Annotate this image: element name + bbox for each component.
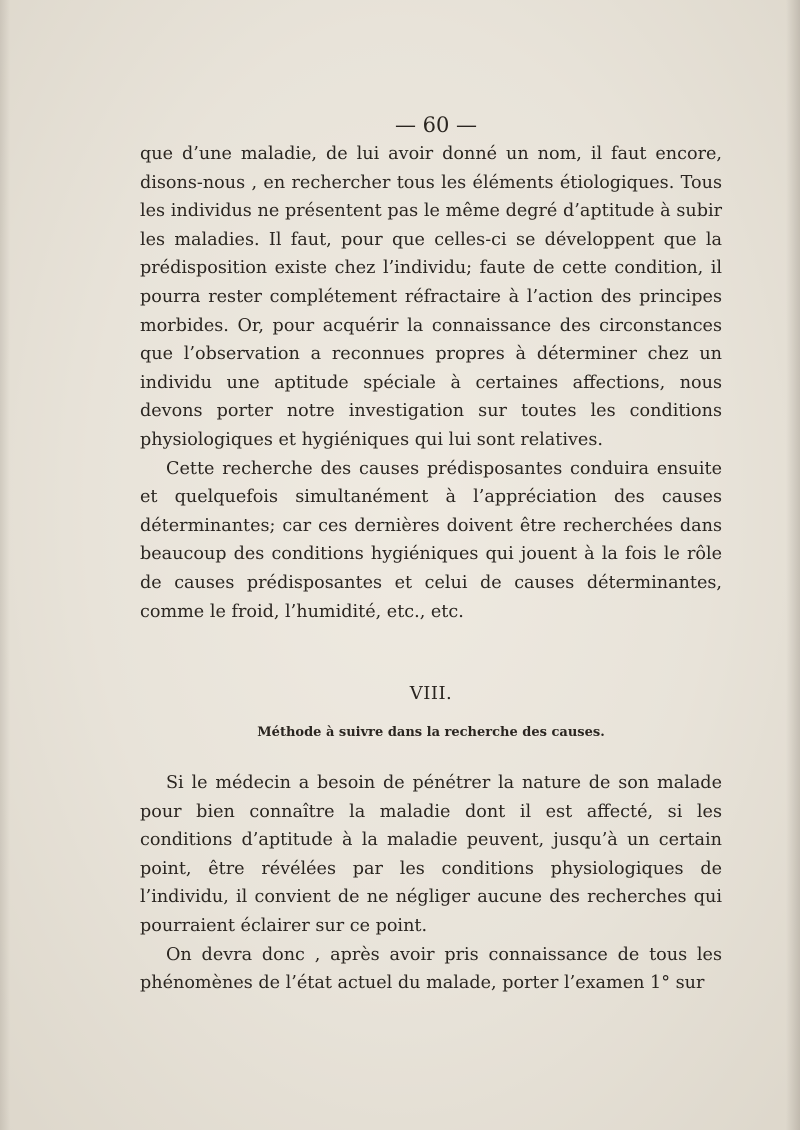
paragraph: Cette recherche des causes prédisposantes conduira ensuite et quelquefois simultanément à l’appréciation des causes déterminantes; car ces dernières doivent être recherchées dans beaucoup des conditions hygiéniques qui jouent à la fois le rôle de causes prédisposantes et celui de causes déterminantes, comme le froid, l’humidité, etc., etc. <box>140 458 722 622</box>
page-edge-shadow-right <box>786 0 800 1130</box>
paragraph: Si le médecin a besoin de pénétrer la nature de son malade pour bien connaître la maladie dont il est affecté, si les conditions d’aptitude à la maladie peuvent, jusqu’à un certain point, être révélées par les conditions physiologiques de l’individu, il convient de ne négliger aucune des recherches qui pourraient éclairer sur ce point. <box>140 773 722 937</box>
page-number: — 60 — <box>394 113 478 137</box>
page-text-block <box>140 110 722 998</box>
paragraph: que d’une maladie, de lui avoir donné un nom, il faut encore, disons-nous , en rechercher tous les éléments étiologiques. Tous les individus ne présentent pas le même degré d’aptitude à subir les maladies. Il faut, pour que celles-ci se développent que la prédisposition existe chez l’individu; faute de cette condition, il pourra rester complétement réfractaire à l’action des principes morbides. Or, pour acquérir la connaissance des circonstances que l’observation a reconnues propres à déterminer chez un individu une aptitude spéciale à certaines affections, nous devons porter notre investigation sur toutes les conditions physiologiques et hygiéniques qui lui sont relatives. <box>140 144 722 450</box>
paragraph: On devra donc , après avoir pris connaissance de tous les phénomènes de l’état actuel du malade, porter l’examen 1° sur <box>140 944 722 994</box>
body-text-bottom <box>140 769 722 998</box>
section-title: Méthode à suivre dans la recherche des causes. <box>257 725 605 741</box>
body-text-top <box>140 140 722 626</box>
section-number: VIII. <box>409 683 453 705</box>
page-edge-shadow-left <box>0 0 10 1130</box>
